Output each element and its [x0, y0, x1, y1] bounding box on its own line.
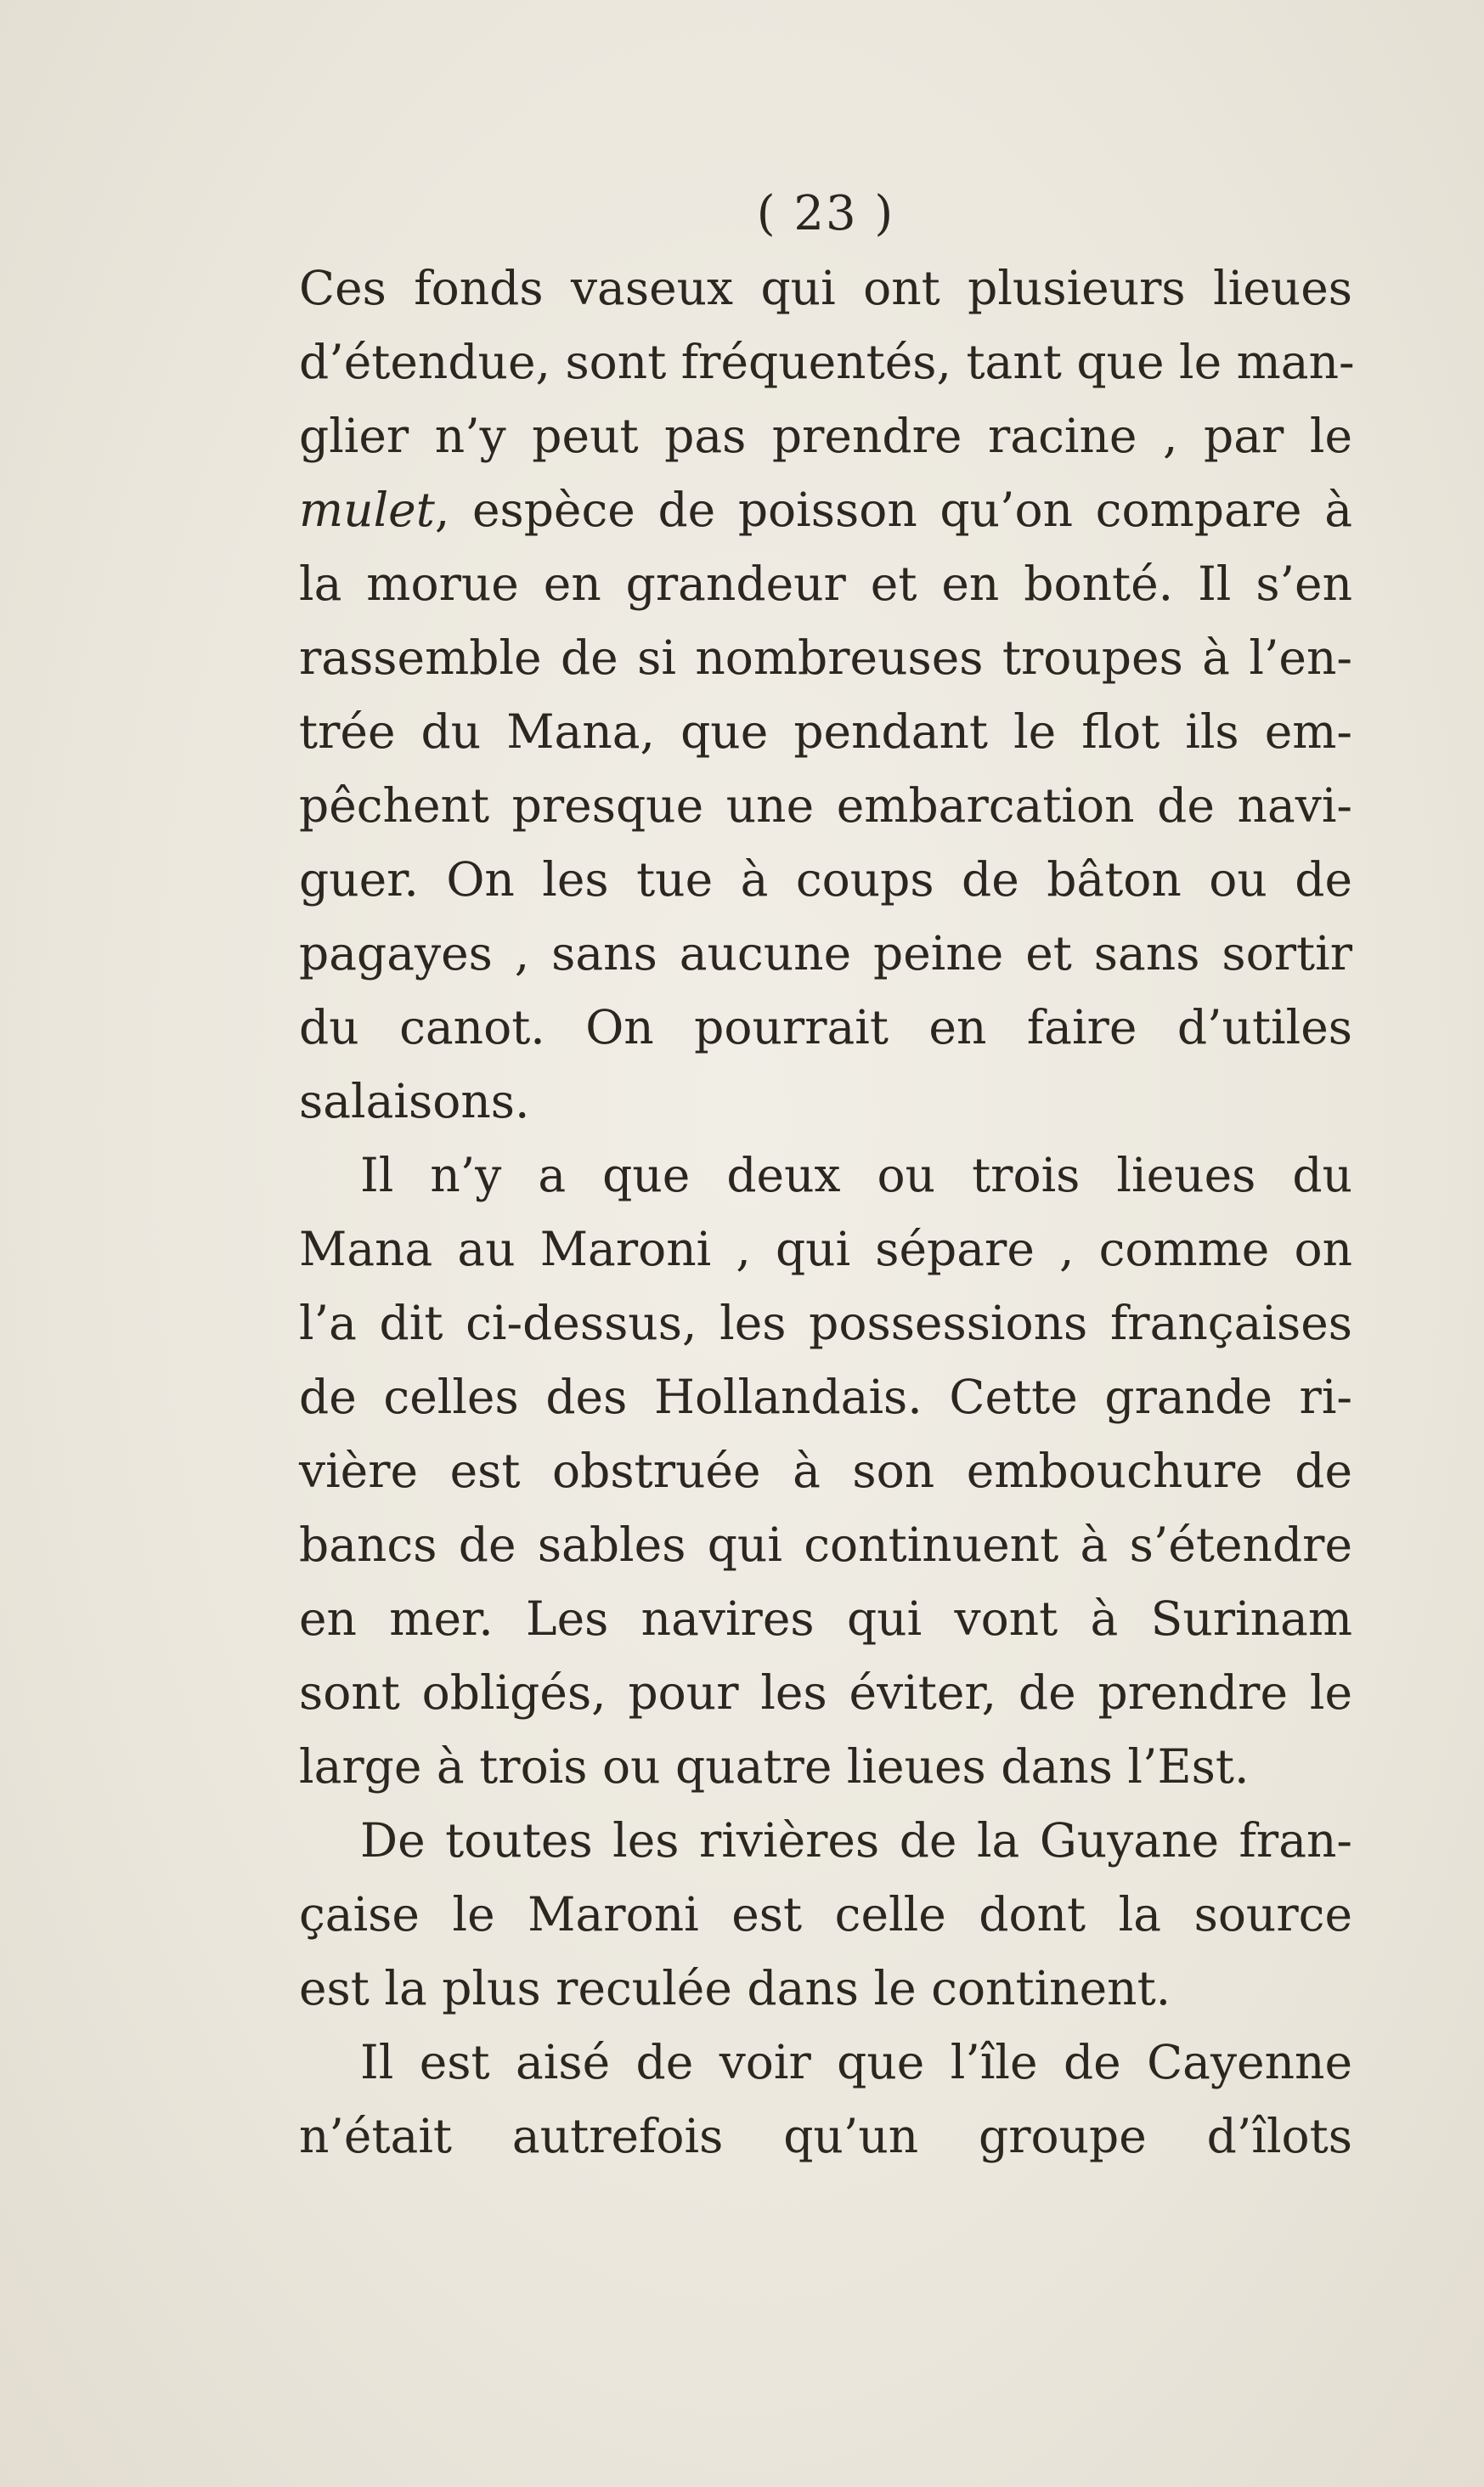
text-line: Il n’y a que deux ou trois lieues du — [360, 1148, 1352, 1202]
text-line: du canot. On pourrait en faire d’utiles — [299, 1000, 1352, 1054]
text-line: l’a dit ci-dessus, les possessions françaises — [299, 1296, 1352, 1350]
text-line: pêchent presque une embarcation de navi- — [299, 778, 1352, 833]
italic-word: mulet — [299, 483, 435, 537]
text-line — [299, 473, 1352, 547]
text-line: vière est obstruée à son embouchure de — [299, 1444, 1352, 1498]
text-line: De toutes les rivières de la Guyane fran- — [360, 1813, 1352, 1868]
text-line: Ces fonds vaseux qui ont plusieurs lieues — [299, 261, 1352, 315]
text-line: salaisons. — [299, 1074, 530, 1128]
text-line: d’étendue, sont fréquentés, tant que le man- — [299, 335, 1355, 389]
text-line: guer. On les tue à coups de bâton ou de — [299, 852, 1352, 907]
text-line-rest: , espèce de poisson qu’on compare à — [434, 483, 1352, 537]
text-line: bancs de sables qui continuent à s’étendre — [299, 1518, 1352, 1572]
text-line: Mana au Maroni , qui sépare , comme on — [299, 1222, 1352, 1276]
text-line: rassemble de si nombreuses troupes à l’en- — [299, 630, 1352, 685]
text-line: de celles des Hollandais. Cette grande ri- — [299, 1370, 1352, 1424]
text-line: la morue en grandeur et en bonté. Il s’en — [299, 557, 1352, 611]
text-line: glier n’y peut pas prendre racine , par le — [299, 409, 1352, 463]
text-line: large à trois ou quatre lieues dans l’Est. — [299, 1739, 1250, 1794]
text-line: en mer. Les navires qui vont à Surinam — [299, 1591, 1352, 1646]
text-line: trée du Mana, que pendant le flot ils em- — [299, 704, 1352, 759]
text-line: çaise le Maroni est celle dont la source — [299, 1887, 1352, 1942]
text-line: Il est aisé de voir que l’île de Cayenne — [360, 2035, 1352, 2089]
text-line: est la plus reculée dans le continent. — [299, 1961, 1171, 2015]
page-number: ( 23 ) — [756, 186, 895, 241]
text-line: n’était autrefois qu’un groupe d’îlots — [299, 2109, 1352, 2163]
text-line: pagayes , sans aucune peine et sans sortir — [299, 926, 1352, 981]
text-line: sont obligés, pour les éviter, de prendre le — [299, 1665, 1352, 1720]
